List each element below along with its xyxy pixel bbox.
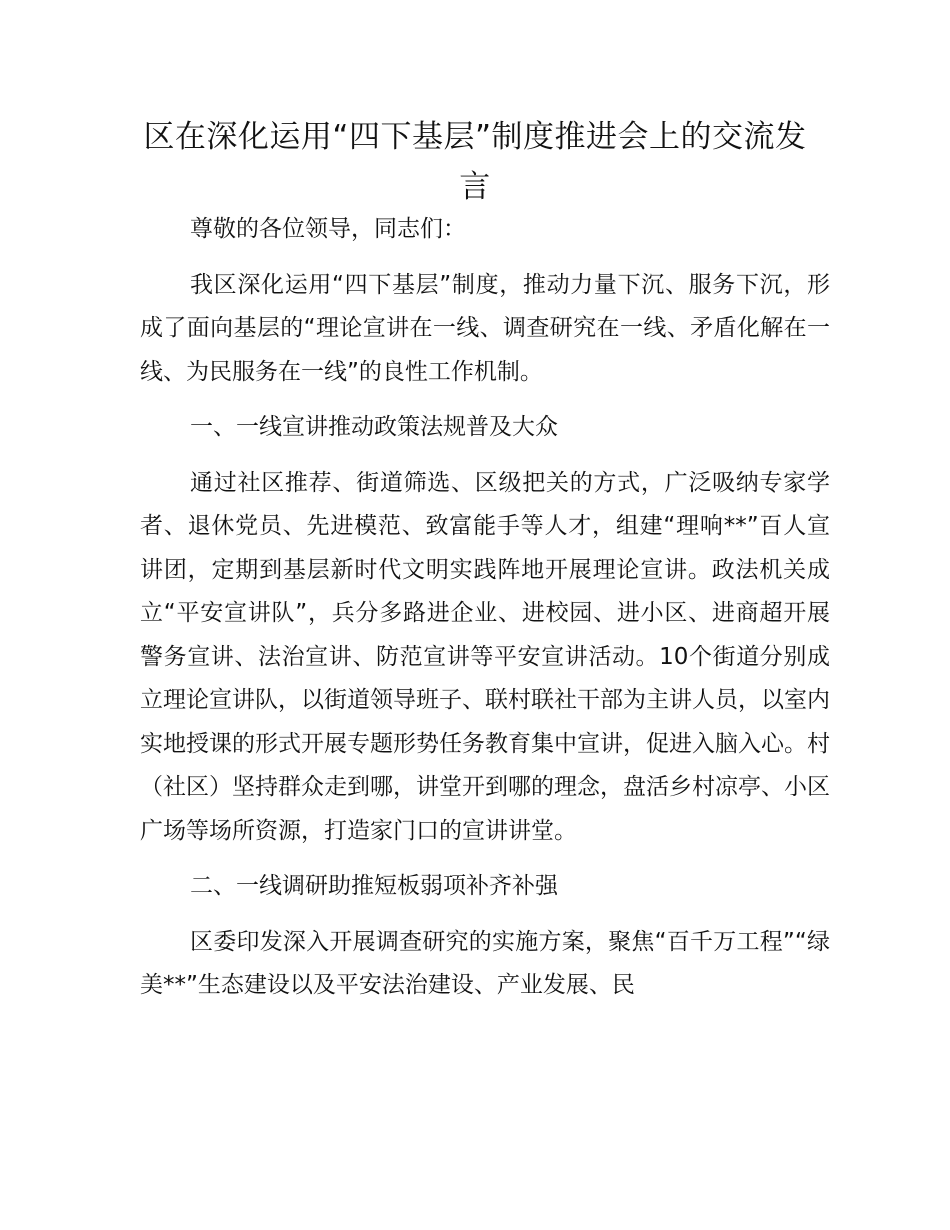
document-title: 区在深化运用“四下基层”制度推进会上的交流发言 bbox=[143, 119, 807, 205]
section-1-paragraph: 通过社区推荐、街道筛选、区级把关的方式，广泛吸纳专家学者、退休党员、先进模范、致富能手等人才，组建“理响**”百人宣讲团，定期到基层新时代文明实践阵地开展理论宣讲。政法机关成立“平安宣讲队”，兵分多路进企业、进校园、进小区、进商超开展警务宣讲、法治宣讲、防范宣讲等平安宣讲活动。10个街道分别成立理论宣讲队，以街道领导班子、联村联社干部为主讲人员，以室内实地授课的形式开展专题形势任务教育集中宣讲，促进入脑入心。村（社区）坚持群众走到哪，讲堂开到哪的理念，盘活乡村凉亭、小区广场等场所资源，打造家门口的宣讲讲堂。 bbox=[140, 469, 830, 844]
salutation: 尊敬的各位领导，同志们： bbox=[190, 216, 466, 242]
section-heading-1: 一、一线宣讲推动政策法规普及大众 bbox=[190, 414, 558, 440]
intro-paragraph: 我区深化运用“四下基层”制度，推动力量下沉、服务下沉，形成了面向基层的“理论宣讲在一线、调查研究在一线、矛盾化解在一线、为民服务在一线”的良性工作机制。 bbox=[140, 271, 830, 385]
document-body bbox=[140, 208, 830, 1020]
section-2-paragraph: 区委印发深入开展调查研究的实施方案，聚焦“百千万工程”“绿美**”生态建设以及平安法治建设、产业发展、民 bbox=[140, 928, 830, 998]
section-heading-2: 二、一线调研助推短板弱项补齐补强 bbox=[190, 873, 558, 899]
